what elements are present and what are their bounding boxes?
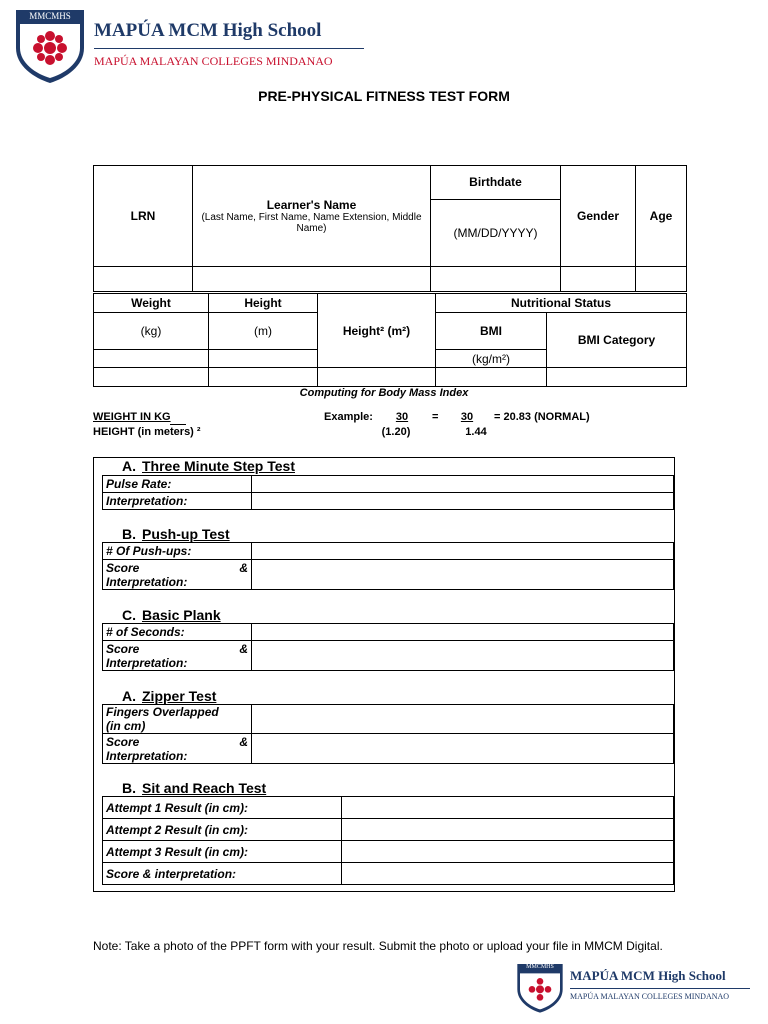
sit-score-field[interactable] — [342, 863, 674, 885]
header-logo — [14, 8, 364, 84]
section-step-letter: A. — [122, 458, 136, 474]
section-plank-letter: C. — [122, 607, 136, 623]
page-title: PRE-PHYSICAL FITNESS TEST FORM — [258, 88, 510, 104]
attempt2-label: Attempt 2 Result (in cm): — [103, 819, 342, 841]
formula-denominator: HEIGHT (in meters) ² — [93, 426, 201, 438]
section-zipper-letter: A. — [122, 688, 136, 704]
zipper-score-label: Score & Interpretation: — [103, 734, 252, 764]
pulse-rate-label: Pulse Rate: — [103, 476, 252, 493]
height-field[interactable] — [209, 368, 318, 387]
plank-score-field[interactable] — [252, 641, 674, 671]
height-squared-field[interactable] — [318, 368, 436, 387]
lrn-header: LRN — [94, 166, 193, 267]
section-sit-title — [94, 780, 674, 796]
bmi-header: BMI — [436, 313, 547, 350]
bmi-caption: Computing for Body Mass Index — [299, 387, 469, 399]
attempt2-field[interactable] — [342, 819, 674, 841]
section-plank-name: Basic Plank — [142, 607, 221, 623]
step-interp-label: Interpretation: — [103, 493, 252, 510]
bmi-field[interactable] — [436, 368, 547, 387]
example-num1: 30 — [395, 411, 409, 423]
step-table — [102, 475, 674, 510]
height-header: Height — [209, 294, 318, 313]
example-den1: (1.20) — [381, 426, 411, 438]
footer-divider — [570, 988, 750, 989]
example-eq: = — [432, 411, 439, 423]
section-plank-title — [94, 607, 674, 623]
section-zipper-title — [94, 688, 674, 704]
college-name: MAPÚA MALAYAN COLLEGES MINDANAO — [94, 54, 333, 68]
bmi-unit: (kg/m²) — [436, 350, 547, 368]
plank-table — [102, 623, 674, 671]
section-step-name: Three Minute Step Test — [142, 458, 295, 474]
pushup-score-field[interactable] — [252, 560, 674, 590]
footer-note: Note: Take a photo of the PPFT form with your result. Submit the photo or upload your file in MMCM Digital. — [93, 939, 663, 953]
section-pushup-title — [94, 526, 674, 542]
age-field[interactable] — [636, 267, 687, 292]
pushups-count-label: # Of Push-ups: — [103, 543, 252, 560]
sit-score-label: Score & interpretation: — [103, 863, 342, 885]
learner-info-table — [93, 165, 687, 292]
age-header: Age — [636, 166, 687, 267]
section-zipper-name: Zipper Test — [142, 688, 217, 704]
pushup-table — [102, 542, 674, 590]
shield-text: MMCMHS — [29, 11, 71, 21]
sit-reach-table — [102, 796, 674, 885]
section-sit-letter: B. — [122, 780, 136, 796]
attempt3-field[interactable] — [342, 841, 674, 863]
weight-field[interactable] — [94, 368, 209, 387]
attempt3-label: Attempt 3 Result (in cm): — [103, 841, 342, 863]
zipper-table — [102, 704, 674, 764]
height-unit: (m) — [209, 313, 318, 350]
plank-seconds-label: # of Seconds: — [103, 624, 252, 641]
learner-name-field[interactable] — [193, 267, 431, 292]
example-label: Example: — [324, 411, 373, 423]
formula-numerator: WEIGHT IN KG — [93, 411, 171, 423]
formula-underline — [170, 424, 186, 425]
attempt1-label: Attempt 1 Result (in cm): — [103, 797, 342, 819]
weight-header: Weight — [94, 294, 209, 313]
section-pushup-letter: B. — [122, 526, 136, 542]
height-blank — [209, 350, 318, 368]
gender-field[interactable] — [561, 267, 636, 292]
attempt1-field[interactable] — [342, 797, 674, 819]
fingers-overlap-field[interactable] — [252, 705, 674, 734]
bmi-category-header: BMI Category — [547, 313, 687, 368]
bmi-table — [93, 293, 687, 387]
pulse-rate-field[interactable] — [252, 476, 674, 493]
learner-name-label: Learner's Name — [266, 198, 357, 212]
birthdate-field[interactable] — [431, 267, 561, 292]
learner-name-header — [193, 166, 431, 267]
weight-unit: (kg) — [94, 313, 209, 350]
example-den2: 1.44 — [465, 426, 487, 438]
plank-seconds-field[interactable] — [252, 624, 674, 641]
footer-logo — [516, 962, 756, 1014]
pushup-score-label: Score & Interpretation: — [103, 560, 252, 590]
weight-blank — [94, 350, 209, 368]
learner-name-note: (Last Name, First Name, Name Extension, Middle Name) — [201, 212, 422, 234]
zipper-score-field[interactable] — [252, 734, 674, 764]
section-step-title — [94, 458, 674, 475]
footer-school-name: MAPÚA MCM High School — [570, 968, 726, 983]
pushups-count-field[interactable] — [252, 543, 674, 560]
school-name: MAPÚA MCM High School — [94, 20, 322, 41]
step-interp-field[interactable] — [252, 493, 674, 510]
height-squared-header: Height² (m²) — [318, 294, 436, 368]
header-divider — [94, 48, 364, 49]
section-sit-name: Sit and Reach Test — [142, 780, 267, 796]
footer-shield-text: MMCMHS — [526, 964, 554, 970]
lrn-field[interactable] — [94, 267, 193, 292]
birthdate-header: Birthdate — [431, 166, 561, 200]
plank-score-label: Score & Interpretation: — [103, 641, 252, 671]
nutritional-status-header: Nutritional Status — [436, 294, 687, 313]
fitness-tests — [93, 457, 675, 892]
footer-college-name: MAPÚA MALAYAN COLLEGES MINDANAO — [570, 992, 730, 1001]
gender-header: Gender — [561, 166, 636, 267]
fingers-overlap-label: Fingers Overlapped (in cm) — [103, 705, 252, 734]
birthdate-format: (MM/DD/YYYY) — [431, 199, 561, 266]
bmi-category-field[interactable] — [547, 368, 687, 387]
example-num2: 30 — [460, 411, 474, 423]
example-result: = 20.83 (NORMAL) — [494, 411, 590, 423]
section-pushup-name: Push-up Test — [142, 526, 230, 542]
